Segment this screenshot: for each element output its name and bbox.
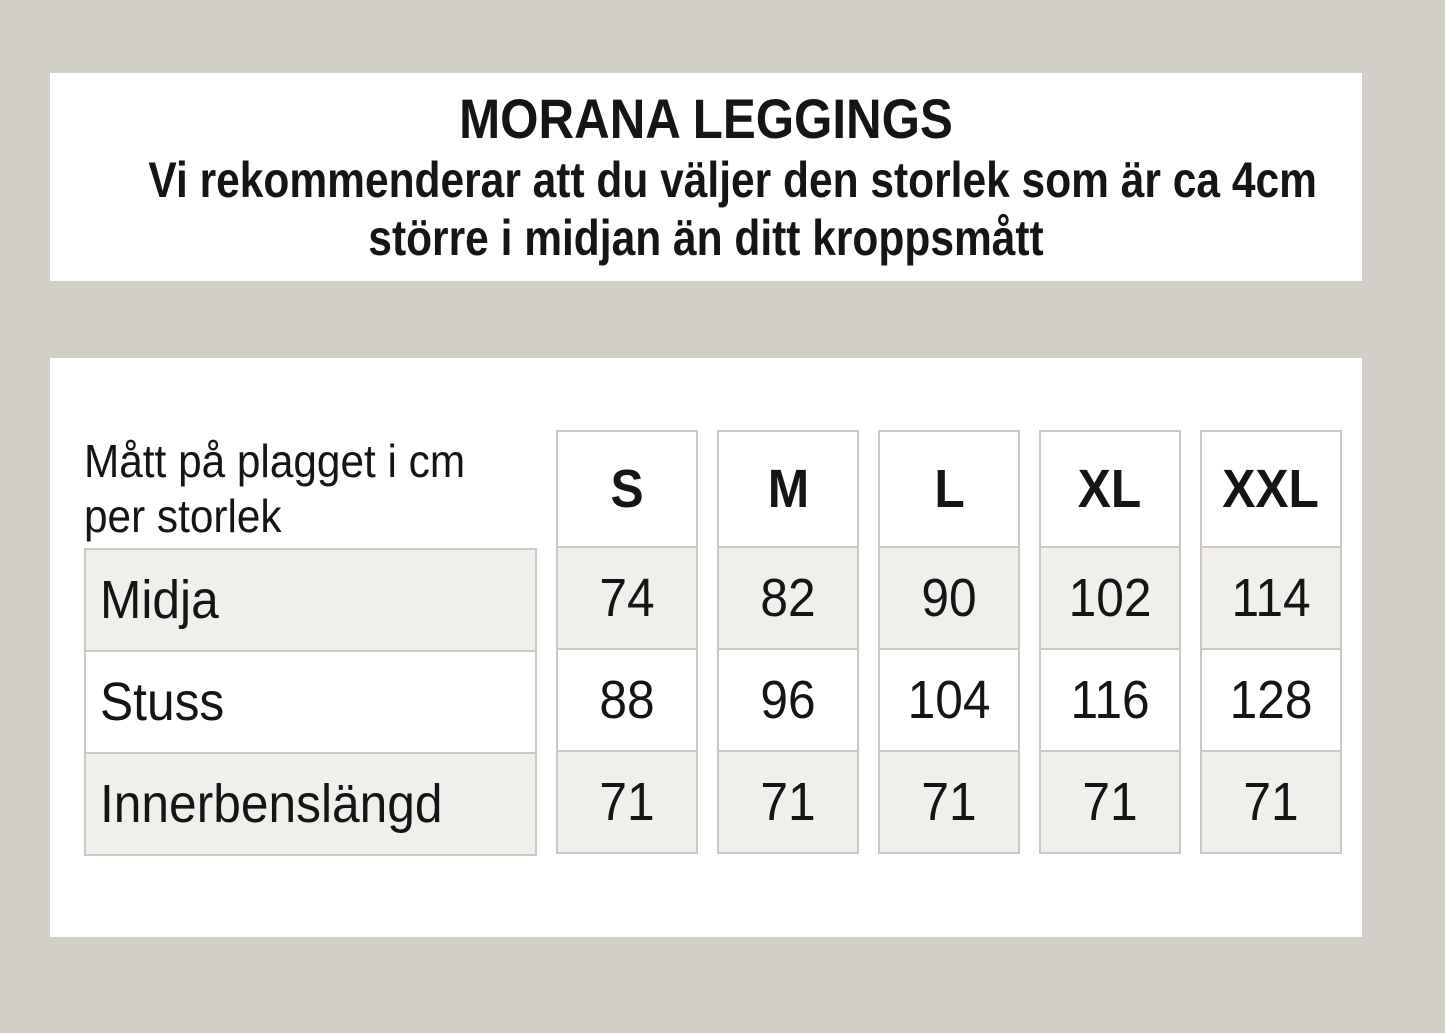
value-innerbenslangd-xxl: 71	[1200, 750, 1342, 854]
size-column-xxl	[1200, 430, 1342, 854]
size-column-m	[717, 430, 859, 854]
value-stuss-xl: 116	[1039, 648, 1181, 752]
value-stuss-s: 88	[556, 648, 698, 752]
size-header-xl: XL	[1039, 430, 1181, 548]
row-label-midja: Midja	[84, 548, 537, 652]
value-stuss-xxl: 128	[1200, 648, 1342, 752]
size-column-xl	[1039, 430, 1181, 854]
row-label-stuss: Stuss	[84, 650, 537, 754]
size-column-l	[878, 430, 1020, 854]
value-midja-s: 74	[556, 546, 698, 650]
value-midja-l: 90	[878, 546, 1020, 650]
value-stuss-l: 104	[878, 648, 1020, 752]
table-corner-label	[84, 430, 501, 548]
recommendation-note-line1: Vi rekommenderar att du väljer den storlek som är ca 4cm	[148, 152, 1317, 208]
value-innerbenslangd-xl: 71	[1039, 750, 1181, 854]
size-header-s: S	[556, 430, 698, 548]
row-label-innerbenslangd: Innerbenslängd	[84, 752, 537, 856]
recommendation-note-line2: större i midjan än ditt kroppsmått	[368, 210, 1044, 266]
value-midja-m: 82	[717, 546, 859, 650]
measurement-label-column	[84, 430, 537, 856]
product-title: MORANA LEGGINGS	[459, 87, 953, 150]
size-header-l: L	[878, 430, 1020, 548]
value-midja-xl: 102	[1039, 546, 1181, 650]
corner-label-line1: Mått på plagget i cm	[84, 435, 466, 487]
value-innerbenslangd-l: 71	[878, 750, 1020, 854]
size-column-s	[556, 430, 698, 854]
size-table-card	[50, 358, 1362, 937]
size-header-xxl: XXL	[1200, 430, 1342, 548]
size-header-m: M	[717, 430, 859, 548]
value-stuss-m: 96	[717, 648, 859, 752]
value-innerbenslangd-m: 71	[717, 750, 859, 854]
value-innerbenslangd-s: 71	[556, 750, 698, 854]
corner-label-line2: per storlek	[84, 490, 282, 542]
value-midja-xxl: 114	[1200, 546, 1342, 650]
header-card	[50, 73, 1362, 281]
